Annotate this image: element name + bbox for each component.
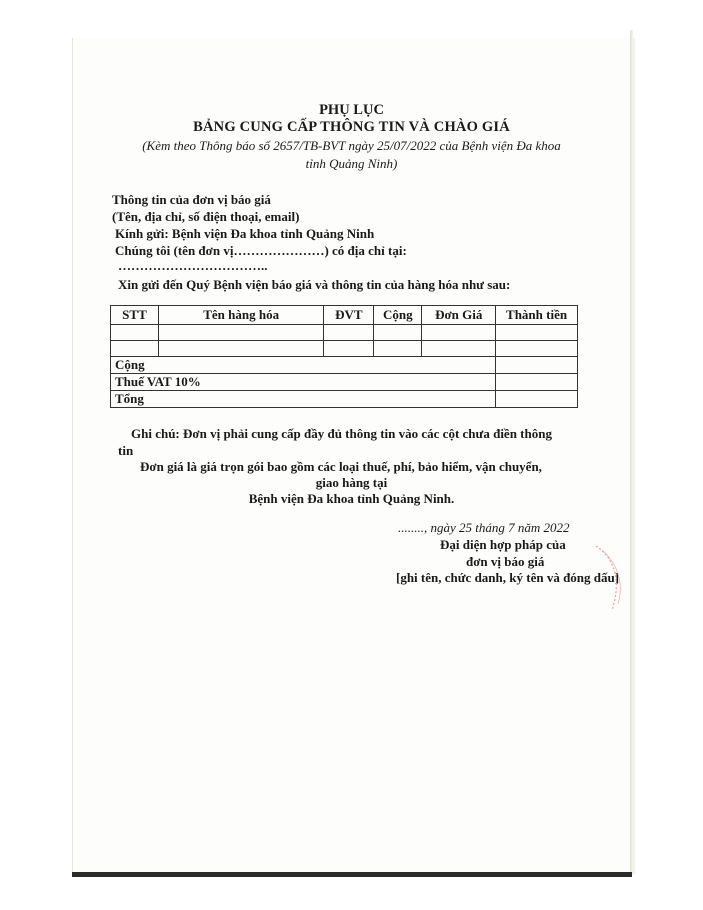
- summary-row-total: [111, 391, 578, 408]
- partial-stamp-mark: [588, 540, 628, 620]
- table-cell: [324, 325, 374, 341]
- note-line-2: tin: [118, 443, 134, 458]
- table-row: [111, 325, 578, 341]
- col-header-total: Thành tiền: [496, 306, 578, 325]
- table-cell: [496, 357, 578, 374]
- table-row: [111, 341, 578, 357]
- table-header-row: [111, 306, 578, 325]
- note-line-3: Đơn giá là giá trọn gói bao gồm các loại thuế, phí, bảo hiểm, vận chuyển,: [140, 459, 542, 474]
- summary-row-subtotal: [111, 357, 578, 374]
- table-cell: [496, 391, 578, 408]
- table-cell: [374, 325, 422, 341]
- table-cell: [374, 341, 422, 357]
- summary-label: Tổng: [111, 391, 496, 408]
- signature-line-3: [ghi tên, chức danh, ký tên và đóng dấu]: [396, 570, 620, 585]
- info-line-6: Xin gửi đến Quý Bệnh viện báo giá và thông tin của hàng hóa như sau:: [118, 277, 511, 292]
- col-header-quantity: Cộng: [374, 306, 422, 325]
- table-cell: [496, 374, 578, 391]
- table-cell: [158, 325, 323, 341]
- table-cell: [496, 325, 578, 341]
- summary-label: Cộng: [111, 357, 496, 374]
- note-line-5: Bệnh viện Đa khoa tỉnh Quảng Ninh.: [248, 491, 455, 506]
- table-cell: [111, 325, 159, 341]
- summary-label: Thuế VAT 10%: [111, 374, 496, 391]
- table-cell: [158, 341, 323, 357]
- table-cell: [422, 341, 496, 357]
- reference-note-line1: (Kèm theo Thông báo số 2657/TB-BVT ngày 25/07/2022 của Bệnh viện Đa khoa: [142, 138, 561, 153]
- note-line-1: Ghi chú: Đơn vị phải cung cấp đầy đủ thông tin vào các cột chưa điền thông: [131, 426, 552, 441]
- table-cell: [111, 341, 159, 357]
- reference-note-line2: tỉnh Quảng Ninh): [305, 156, 398, 171]
- info-line-4: Chúng tôi (tên đơn vị…………………) có địa chỉ tại:: [115, 243, 407, 258]
- quotation-table: [110, 305, 578, 408]
- info-line-3: Kính gửi: Bệnh viện Đa khoa tỉnh Quảng Ninh: [115, 226, 375, 241]
- col-header-item-name: Tên hàng hóa: [158, 306, 323, 325]
- scan-bottom-border: [72, 872, 632, 877]
- document-subtitle: BẢNG CUNG CẤP THÔNG TIN VÀ CHÀO GIÁ: [193, 119, 510, 135]
- info-line-1: Thông tin của đơn vị báo giá: [112, 192, 271, 207]
- table-cell: [496, 341, 578, 357]
- document-title: PHỤ LỤC: [319, 102, 384, 118]
- note-line-4: giao hàng tại: [315, 475, 388, 490]
- signature-line-1: Đại diện hợp pháp của: [440, 537, 566, 552]
- table-cell: [324, 341, 374, 357]
- col-header-stt: STT: [111, 306, 159, 325]
- signature-line-2: đơn vị báo giá: [466, 554, 545, 569]
- info-line-2: (Tên, địa chỉ, số điện thoại, email): [112, 209, 300, 224]
- table-cell: [422, 325, 496, 341]
- summary-row-vat: [111, 374, 578, 391]
- col-header-unit: ĐVT: [324, 306, 374, 325]
- info-line-5: ……………………………..: [118, 258, 268, 273]
- signature-date: ........, ngày 25 tháng 7 năm 2022: [398, 520, 570, 535]
- col-header-unit-price: Đơn Giá: [422, 306, 496, 325]
